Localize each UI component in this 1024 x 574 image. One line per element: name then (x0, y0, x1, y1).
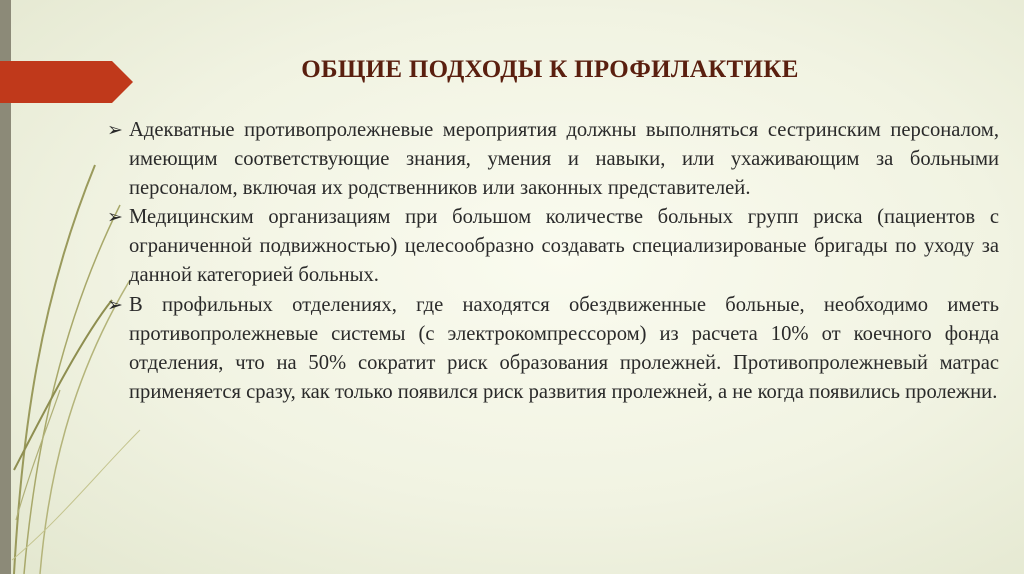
bullet-text: Адекватные противопролежневые мероприятия должны выполняться сестринским персоналом, имеющим соответствующие знания, умения и навыки, или ухаживающим за больными персоналом, включая их родственников или законных представителей. (129, 119, 999, 200)
bullet-item (107, 291, 999, 407)
bullet-text: Медицинским организациям при большом количестве больных групп риска (пациентов с ограниченной подвижностью) целесообразно создавать специализированые бригады по уходу за данной категорией больных. (129, 206, 999, 287)
arrow-bullet-icon: ➢ (107, 207, 123, 229)
bullet-item (107, 116, 999, 203)
slide-title: ОБЩИЕ ПОДХОДЫ К ПРОФИЛАКТИКЕ (301, 56, 799, 83)
arrow-bullet-icon: ➢ (107, 120, 123, 141)
accent-arrow-tab (0, 61, 133, 103)
bullet-item (107, 203, 999, 290)
bullet-list (107, 116, 999, 407)
arrow-bullet-icon: ➢ (107, 294, 123, 316)
bullet-text: В профильных отделениях, где находятся обездвиженные больные, необходимо иметь противопролежневые системы (с электрокомпрессором) из расчета 10% от коечного фонда отделения, что на 50% сократит риск образования пролежней. Противопролежневый матрас применяется сразу, как только появился риск развития пролежней, а не когда появились пролежни. (129, 293, 999, 403)
